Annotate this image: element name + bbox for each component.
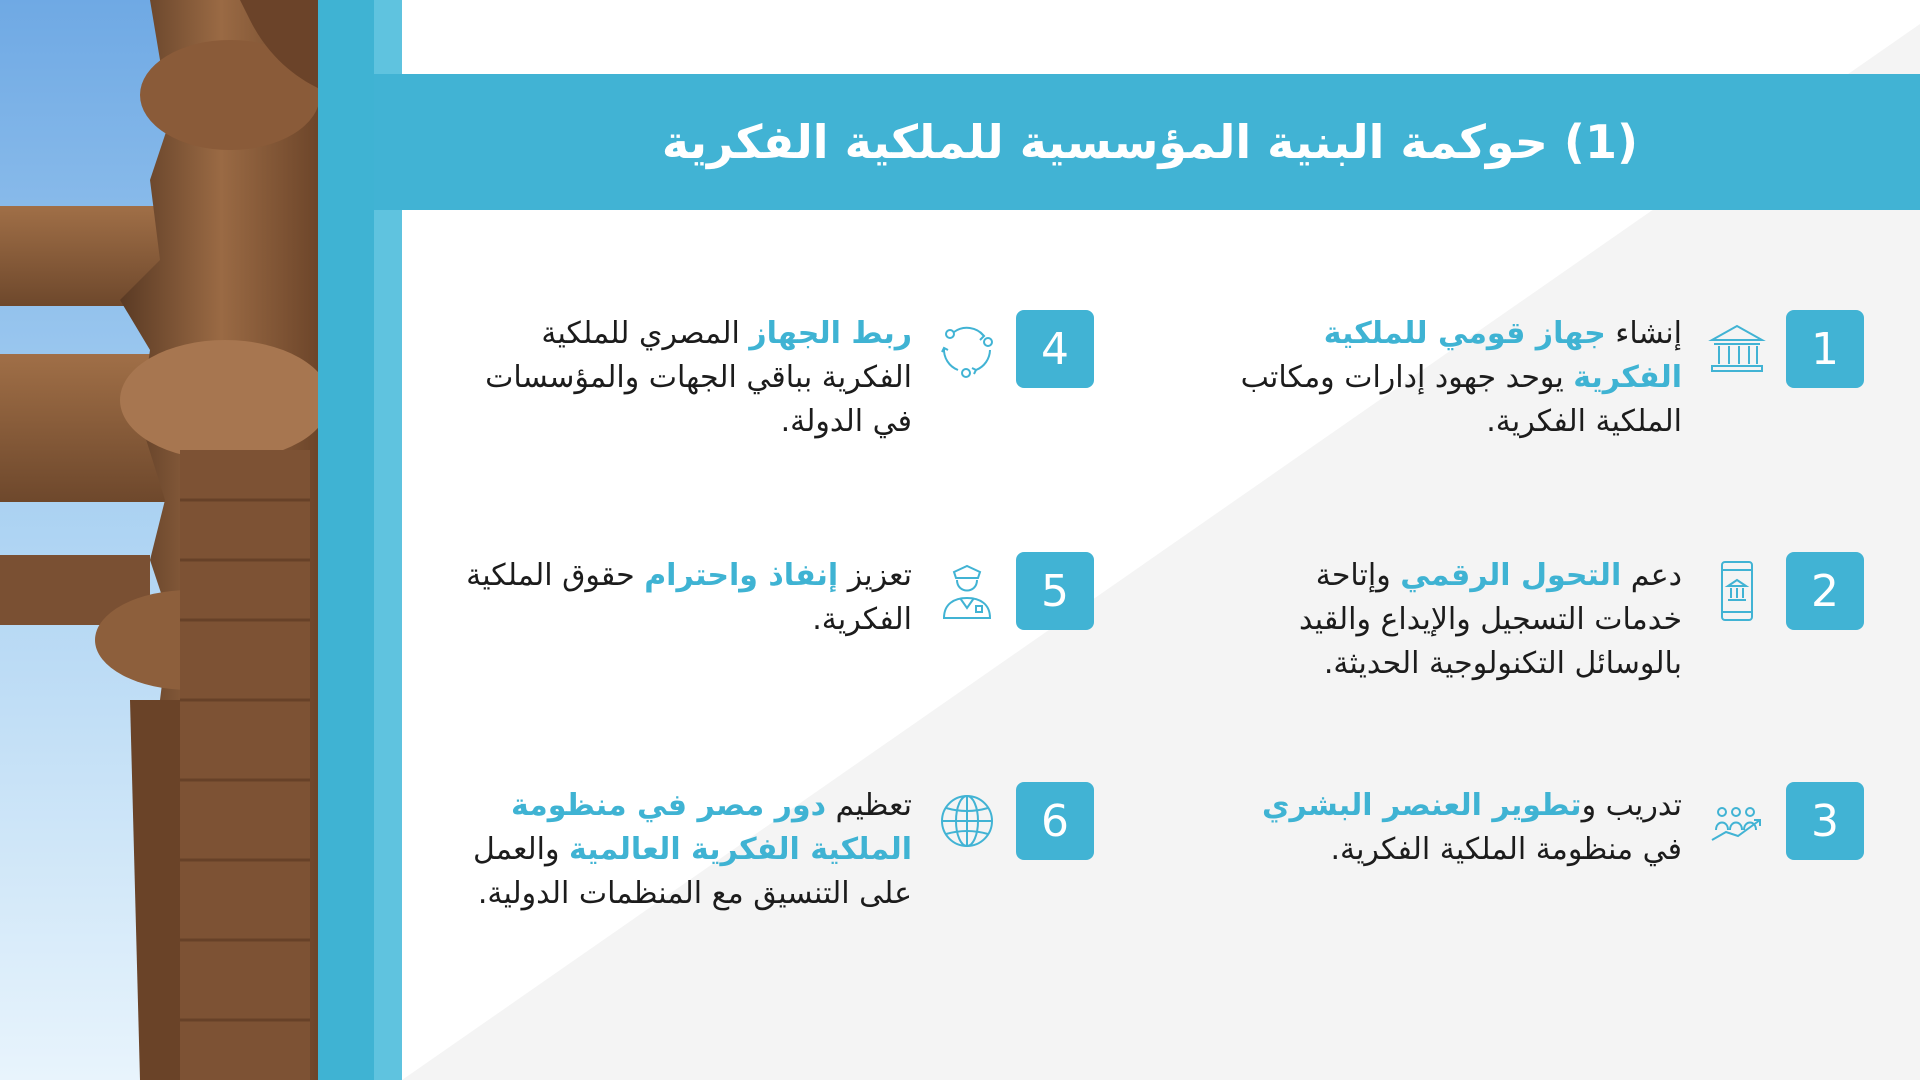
item-text: دعم التحول الرقمي وإتاحة خدمات التسجيل والإيداع والقيد بالوسائل التكنولوجية الحديثة. — [1299, 558, 1682, 681]
title-bar — [374, 74, 1920, 210]
number-badge: 5 — [1016, 552, 1094, 630]
accent-stripe — [318, 0, 374, 1080]
temple-columns-photo — [0, 0, 322, 1080]
list-item-1 — [1200, 310, 1864, 450]
team-growth-icon — [1706, 790, 1768, 852]
circular-network-icon — [936, 318, 998, 380]
item-text: تدريب وتطوير العنصر البشري في منظومة الملكية الفكرية. — [1262, 788, 1682, 867]
number-badge: 1 — [1786, 310, 1864, 388]
number-badge: 4 — [1016, 310, 1094, 388]
list-item-3 — [1200, 782, 1864, 922]
number-badge: 2 — [1786, 552, 1864, 630]
item-text: إنشاء جهاز قومي للملكية الفكرية يوحد جهود إدارات ومكاتب الملكية الفكرية. — [1240, 316, 1682, 439]
list-item-6 — [432, 782, 1094, 922]
item-text: ربط الجهاز المصري للملكية الفكرية بباقي الجهات والمؤسسات في الدولة. — [485, 316, 912, 439]
list-item-5 — [450, 552, 1094, 692]
page-title: (1) حوكمة البنية المؤسسية للملكية الفكرية — [661, 115, 1638, 169]
number-badge: 3 — [1786, 782, 1864, 860]
item-text: تعظيم دور مصر في منظومة الملكية الفكرية العالمية والعمل على التنسيق مع المنظمات الدولية. — [473, 788, 912, 911]
list-item-2 — [1200, 552, 1864, 692]
institution-building-icon — [1706, 318, 1768, 380]
mobile-bank-icon — [1706, 560, 1768, 622]
number-badge: 6 — [1016, 782, 1094, 860]
list-item-4 — [450, 310, 1094, 450]
globe-icon — [936, 790, 998, 852]
police-officer-icon — [936, 560, 998, 622]
item-text: تعزيز إنفاذ واحترام حقوق الملكية الفكرية. — [466, 558, 912, 637]
